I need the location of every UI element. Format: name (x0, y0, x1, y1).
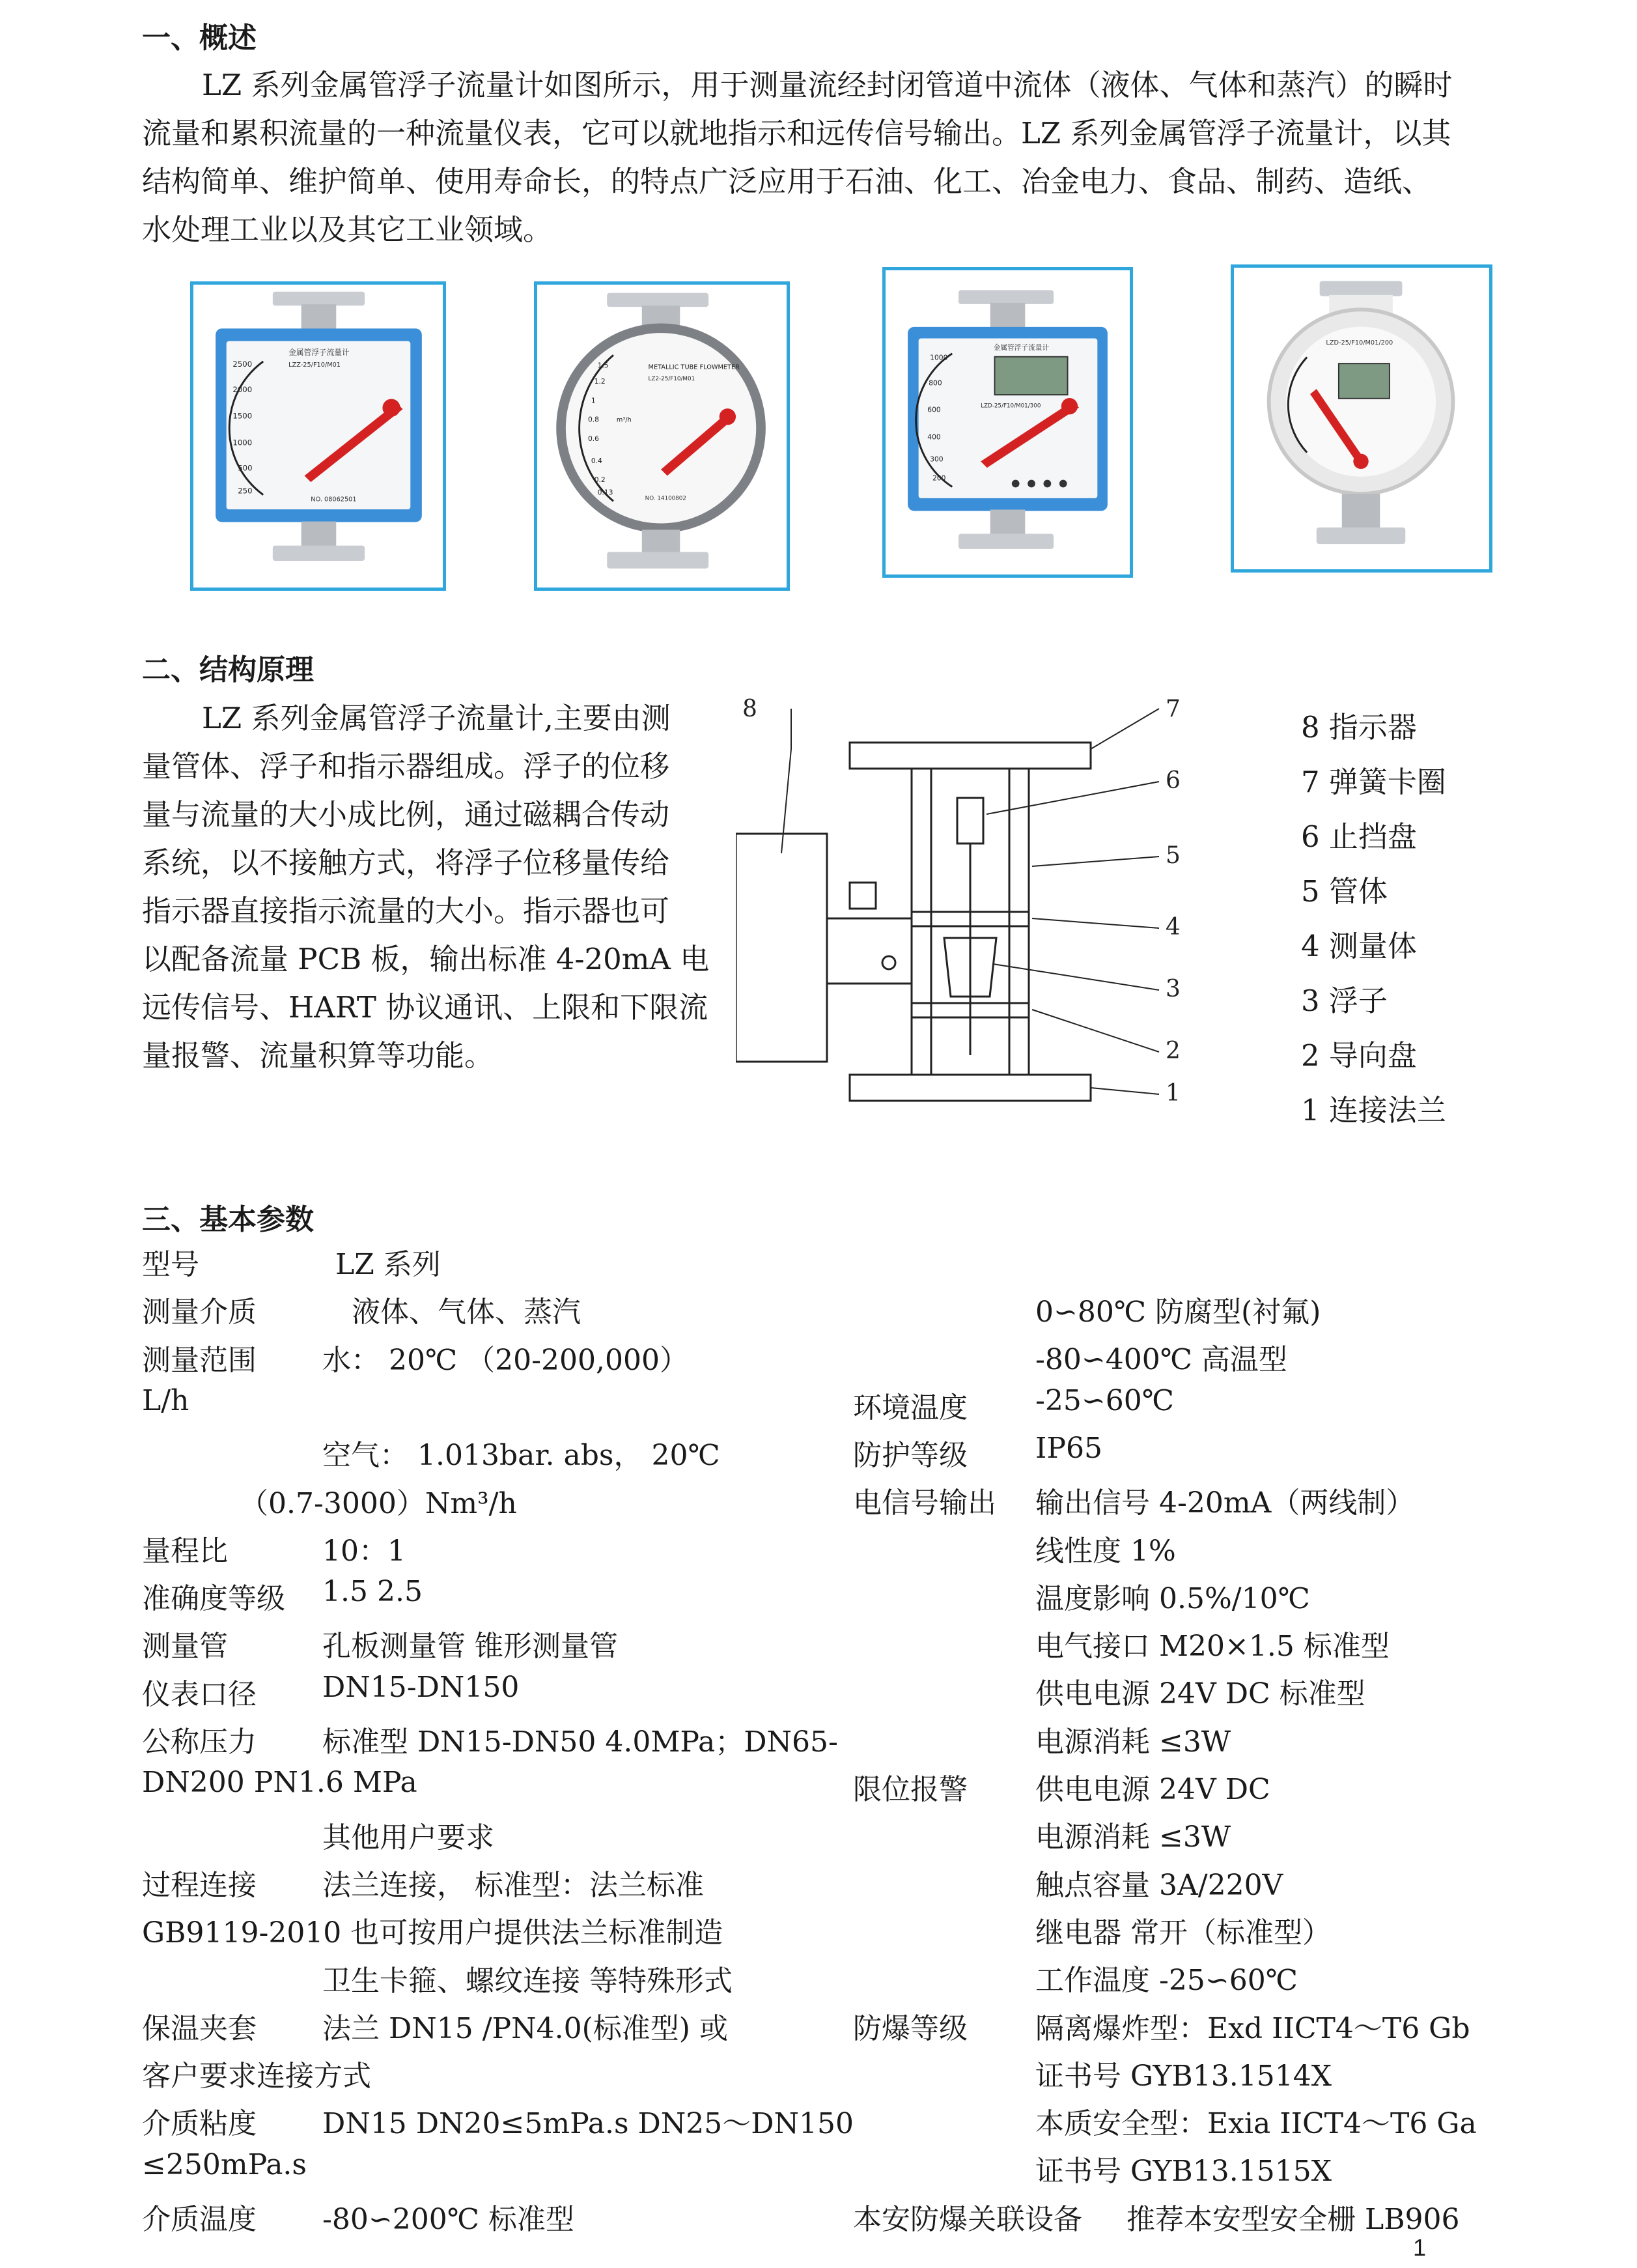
svg-text:1.5: 1.5 (597, 361, 609, 370)
svg-text:400: 400 (927, 432, 941, 442)
param-key: 测量管 (142, 1630, 228, 1663)
param-value: 本质安全型：Exia IICT4～T6 Ga (1035, 2107, 1477, 2140)
legend-item-1: 1 连接法兰 (1301, 1093, 1446, 1127)
product-photo-3 (882, 267, 1133, 578)
param-key: 公称压力 (142, 1725, 257, 1759)
svg-text:250: 250 (238, 486, 253, 496)
param-key: 仪表口径 (142, 1678, 257, 1711)
sec2-line-6: 以配备流量 PCB 板，输出标准 4-20mA 电 (142, 942, 710, 976)
svg-text:0.2: 0.2 (594, 475, 606, 485)
legend-item-6: 6 止挡盘 (1301, 819, 1417, 854)
param-value: 孔板测量管 锥形测量管 (322, 1630, 618, 1663)
param-key: 测量介质 (142, 1296, 257, 1329)
legend-item-4: 4 测量体 (1301, 929, 1417, 963)
param-value: DN15-DN150 (322, 1671, 520, 1704)
sec2-line-2: 量管体、浮子和指示器组成。浮子的位移 (142, 749, 670, 784)
diagram-num-8: 8 (742, 696, 757, 722)
param-key: 介质粘度 (142, 2107, 257, 2140)
svg-text:2500: 2500 (232, 359, 253, 369)
product-photo-2 (534, 281, 790, 591)
svg-text:0.8: 0.8 (587, 415, 600, 424)
param-key: 介质温度 (142, 2203, 257, 2236)
svg-text:LZ2-25/F10/M01: LZ2-25/F10/M01 (648, 376, 695, 383)
sec2-line-5: 指示器直接指示流量的大小。指示器也可 (142, 894, 670, 928)
param-value: L/h (142, 1384, 189, 1417)
param-value: 证书号 GYB13.1515X (1035, 2155, 1332, 2188)
param-value: 法兰 DN15 /PN4.0(标准型) 或 (322, 2012, 728, 2045)
sec1-line-4: 水处理工业以及其它工业领域。 (142, 212, 553, 247)
param-value: 线性度 1% (1035, 1535, 1176, 1568)
param-value: 标准型 DN15-DN50 4.0MPa；DN65- (322, 1725, 838, 1759)
section-2-title: 二、结构原理 (142, 653, 314, 687)
param-value: 其他用户要求 (322, 1821, 494, 1854)
param-value: 水： 20℃ （20-200,000） (322, 1344, 688, 1377)
param-value: 10：1 (322, 1535, 406, 1568)
sec1-line-2: 流量和累积流量的一种流量仪表，它可以就地指示和远传信号输出。LZ 系列金属管浮子流量计，以其 (142, 116, 1451, 150)
param-value: 工作温度 -25∽60℃ (1035, 1964, 1298, 1997)
param-value: 客户要求连接方式 (142, 2060, 371, 2093)
param-key: 防爆等级 (853, 2012, 968, 2045)
legend-item-2: 2 导向盘 (1301, 1038, 1417, 1073)
legend-item-5: 5 管体 (1301, 874, 1388, 909)
diagram-num-7: 7 (1166, 696, 1181, 722)
param-key: 保温夹套 (142, 2012, 257, 2045)
param-value: 继电器 常开（标准型） (1035, 1916, 1331, 1949)
svg-text:600: 600 (927, 405, 941, 414)
param-value: 电源消耗 ≤3W (1035, 1725, 1231, 1759)
section-3-title: 三、基本参数 (142, 1203, 314, 1236)
svg-text:500: 500 (238, 463, 253, 473)
svg-text:800: 800 (929, 378, 942, 388)
svg-text:LZD-25/F10/M01/300: LZD-25/F10/M01/300 (981, 403, 1041, 410)
param-value: 输出信号 4-20mA（两线制） (1035, 1486, 1415, 1520)
svg-text:200: 200 (932, 474, 946, 483)
sec2-line-1: LZ 系列金属管浮子流量计,主要由测 (202, 701, 671, 735)
param-key: 本安防爆关联设备 (853, 2203, 1082, 2236)
param-key: 过程连接 (142, 1869, 257, 1902)
svg-text:金属管浮子流量计: 金属管浮子流量计 (993, 343, 1050, 352)
diagram-num-3: 3 (1166, 976, 1181, 1002)
svg-text:0.13: 0.13 (597, 488, 613, 497)
section-1-title: 一、概述 (142, 21, 257, 55)
svg-text:0.4: 0.4 (591, 456, 602, 465)
page-number: 1 (1413, 2234, 1427, 2261)
legend-item-7: 7 弹簧卡圈 (1301, 765, 1446, 799)
svg-text:300: 300 (930, 455, 944, 464)
param-value: 空气： 1.013bar. abs， 20℃ (322, 1439, 720, 1472)
param-value: -80∽200℃ 标准型 (322, 2203, 574, 2236)
param-key: 环境温度 (853, 1391, 968, 1425)
param-value: 供电电源 24V DC 标准型 (1035, 1677, 1365, 1710)
product-photo-1 (190, 281, 446, 591)
svg-text:1000: 1000 (232, 438, 253, 447)
diagram-num-4: 4 (1166, 914, 1181, 941)
sec2-line-4: 系统，以不接触方式，将浮子位移量传给 (142, 845, 670, 880)
param-key: 限位报警 (853, 1773, 968, 1806)
svg-text:METALLIC TUBE FLOWMETER: METALLIC TUBE FLOWMETER (648, 363, 740, 371)
param-value: 电源消耗 ≤3W (1035, 1821, 1231, 1854)
svg-text:1: 1 (591, 396, 596, 405)
sec2-line-7: 远传信号、HART 协议通讯、上限和下限流 (142, 990, 708, 1025)
diagram-num-1: 1 (1166, 1080, 1181, 1107)
param-key: 电信号输出 (853, 1486, 996, 1520)
sec1-line-1: LZ 系列金属管浮子流量计如图所示，用于测量流经封闭管道中流体（液体、气体和蒸汽）的瞬时 (202, 68, 1453, 102)
param-value: IP65 (1035, 1432, 1102, 1465)
param-value: 0∽80℃ 防腐型(衬氟) (1035, 1296, 1321, 1329)
legend-item-8: 8 指示器 (1301, 710, 1417, 744)
diagram-num-2: 2 (1166, 1038, 1181, 1064)
param-value: 温度影响 0.5%/10℃ (1035, 1582, 1310, 1615)
svg-text:NO. 08062501: NO. 08062501 (311, 496, 357, 503)
sec2-line-3: 量与流量的大小成比例，通过磁耦合传动 (142, 797, 670, 832)
param-key: 防护等级 (853, 1439, 968, 1472)
param-value: 液体、气体、蒸汽 (352, 1296, 581, 1329)
param-key: 量程比 (142, 1535, 228, 1568)
param-key: 准确度等级 (142, 1582, 285, 1615)
param-value: 卫生卡箍、螺纹连接 等特殊形式 (322, 1964, 733, 1998)
param-key: 测量范围 (142, 1344, 257, 1377)
svg-text:LZD-25/F10/M01/200: LZD-25/F10/M01/200 (1326, 339, 1393, 347)
param-value: 证书号 GYB13.1514X (1035, 2060, 1332, 2093)
param-key: 型号 (142, 1248, 199, 1281)
product-photo-4 (1231, 264, 1492, 573)
param-value: 推荐本安型安全栅 LB906 (1126, 2203, 1460, 2236)
param-value: （0.7-3000）Nm³/h (240, 1487, 517, 1520)
param-value: GB9119-2010 也可按用户提供法兰标准制造 (142, 1916, 723, 1949)
param-value: DN15 DN20≤5mPa.s DN25～DN150 (322, 2107, 854, 2140)
param-value: ≤250mPa.s (142, 2148, 307, 2181)
param-value: 法兰连接， 标准型：法兰标准 (322, 1869, 704, 1902)
diagram-num-6: 6 (1166, 767, 1181, 794)
legend-item-3: 3 浮子 (1301, 984, 1388, 1018)
sec1-line-3: 结构简单、维护简单、使用寿命长，的特点广泛应用于石油、化工、冶金电力、食品、制药、造纸、 (142, 164, 1432, 199)
sec2-line-8: 量报警、流量积算等功能。 (142, 1038, 494, 1073)
param-value: 触点容量 3A/220V (1035, 1869, 1283, 1902)
param-value: 1.5 2.5 (322, 1575, 423, 1608)
svg-text:NO. 14100802: NO. 14100802 (645, 495, 686, 502)
param-value: 隔离爆炸型：Exd IICT4～T6 Gb (1035, 2012, 1470, 2045)
param-value: 电气接口 M20×1.5 标准型 (1035, 1630, 1390, 1663)
svg-text:2000: 2000 (232, 384, 253, 394)
structure-diagram (736, 690, 1192, 1127)
diagram-num-5: 5 (1166, 842, 1181, 869)
svg-text:1500: 1500 (232, 411, 253, 421)
param-value: LZ 系列 (335, 1248, 441, 1281)
svg-text:0.6: 0.6 (587, 434, 600, 443)
svg-text:1000: 1000 (930, 353, 948, 362)
svg-text:1.2: 1.2 (594, 377, 606, 386)
param-value: -25∽60℃ (1035, 1384, 1174, 1417)
param-value: DN200 PN1.6 MPa (142, 1766, 417, 1799)
svg-text:LZZ-25/F10/M01: LZZ-25/F10/M01 (288, 361, 341, 369)
param-value: 供电电源 24V DC (1035, 1773, 1270, 1806)
param-value: -80∽400℃ 高温型 (1035, 1343, 1287, 1376)
svg-text:金属管浮子流量计: 金属管浮子流量计 (288, 348, 350, 358)
svg-text:m³/h: m³/h (616, 416, 632, 424)
